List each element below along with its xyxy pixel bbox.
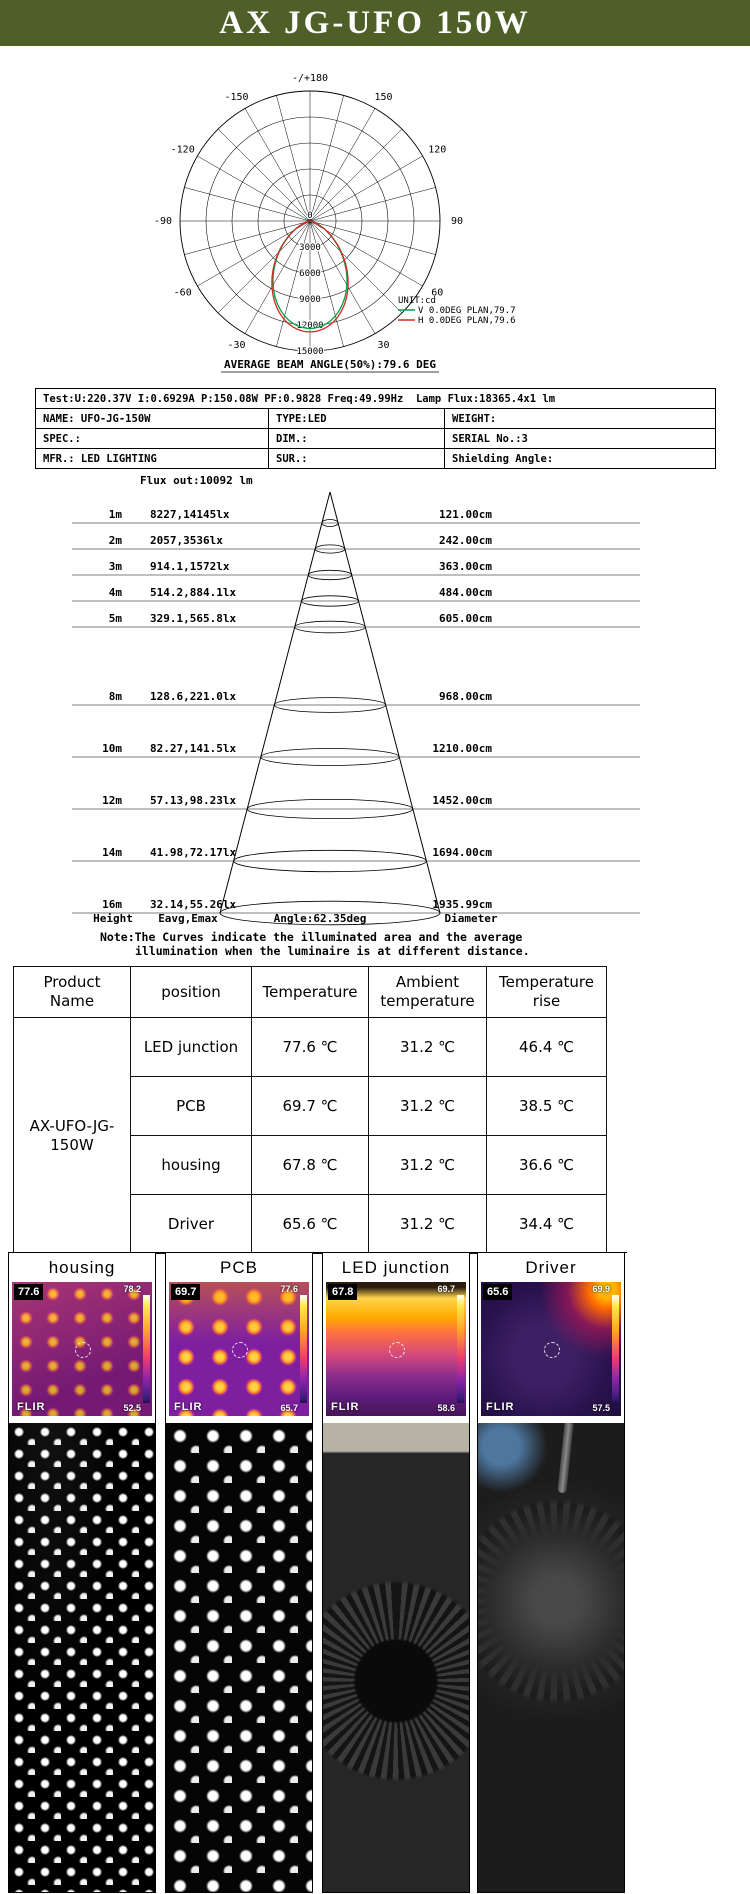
polar-caption: AVERAGE BEAM ANGLE(50%):79.6 DEG: [224, 358, 436, 371]
type-cell: TYPE:LED: [269, 409, 445, 429]
cone-height-value: 16m: [102, 898, 122, 911]
scale-min-temperature: 65.7: [280, 1403, 298, 1413]
cone-height-value: 5m: [108, 612, 122, 625]
polar-angle-tick: -120: [170, 144, 195, 156]
cone-note-line1: Note:The Curves indicate the illuminated area and the average: [100, 930, 523, 944]
thermal-image-led-junction: [326, 1282, 466, 1416]
name-cell: NAME: UFO-JG-150W: [36, 409, 269, 429]
table-row: [14, 1018, 607, 1077]
polar-angle-tick: 30: [377, 339, 390, 351]
position-cell: housing: [131, 1136, 252, 1195]
thermal-scale-bar: [143, 1295, 150, 1403]
thermal-column-label: LED junction: [341, 1257, 451, 1277]
spot-temperature: 65.6: [483, 1284, 512, 1300]
cone-diameter-value: 121.00cm: [439, 508, 492, 521]
product-photo-driver: [478, 1423, 624, 1892]
cone-eavg-emax-value: 128.6,221.0lx: [150, 690, 237, 703]
polar-angle-tick: -30: [227, 339, 246, 351]
scale-max-temperature: 69.7: [437, 1284, 455, 1294]
measurement-spot-marker: [75, 1342, 91, 1358]
spec-cell: SPEC.:: [36, 429, 269, 449]
serial-cell: SERIAL No.:3: [445, 429, 716, 449]
cone-side: [220, 492, 330, 913]
cone-height-value: 2m: [108, 534, 122, 547]
polar-radial-tick: 6000: [299, 269, 321, 279]
polar-angle-tick: 60: [431, 287, 444, 299]
temperature-table: [13, 966, 607, 1254]
product-photo-led-junction: [323, 1423, 469, 1892]
cone-footer-eavg: Eavg,Emax: [158, 912, 218, 925]
flir-logo: FLIR: [17, 1401, 46, 1413]
polar-angle-tick: 150: [374, 92, 393, 104]
cone-diameter-value: 1452.00cm: [432, 794, 492, 807]
ambient-cell: 31.2 ℃: [369, 1136, 487, 1195]
table-header-row: [14, 967, 607, 1018]
test-summary-cell: Test:U:220.37V I:0.6929A P:150.08W PF:0.9828 Freq:49.99Hz Lamp Flux:18365.4x1 lm: [36, 389, 716, 409]
cone-diameter-value: 484.00cm: [439, 586, 492, 599]
product-photo-pcb: [166, 1423, 312, 1892]
position-cell: Driver: [131, 1195, 252, 1254]
thermal-image-pcb: [169, 1282, 309, 1416]
cone-eavg-emax-value: 2057,3536lx: [150, 534, 223, 547]
legend-unit-label: UNIT:cd: [398, 296, 436, 306]
table-row: [36, 429, 716, 449]
weight-cell: WEIGHT:: [445, 409, 716, 429]
product-name-cell: AX-UFO-JG-150W: [14, 1018, 131, 1254]
scale-max-temperature: 69.9: [592, 1284, 610, 1294]
temperature-cell: 69.7 ℃: [252, 1077, 369, 1136]
cone-diameter-value: 1210.00cm: [432, 742, 492, 755]
cone-diameter-value: 242.00cm: [439, 534, 492, 547]
cone-eavg-emax-value: 57.13,98.23lx: [150, 794, 237, 807]
rise-cell: 38.5 ℃: [487, 1077, 607, 1136]
temperature-cell: 65.6 ℃: [252, 1195, 369, 1254]
cone-height-value: 3m: [108, 560, 122, 573]
cone-footer-angle: Angle:62.35deg: [273, 912, 367, 925]
polar-center-tick: 0: [307, 211, 313, 221]
shielding-cell: Shielding Angle:: [445, 449, 716, 469]
thermal-image-driver: [481, 1282, 621, 1416]
cone-eavg-emax-value: 8227,14145lx: [150, 508, 230, 521]
table-row: [36, 409, 716, 429]
scale-min-temperature: 57.5: [592, 1403, 610, 1413]
cone-height-value: 10m: [102, 742, 122, 755]
thermal-column-housing: [8, 1252, 156, 1893]
ambient-cell: 31.2 ℃: [369, 1018, 487, 1077]
cone-eavg-emax-value: 32.14,55.26lx: [150, 898, 237, 911]
thermal-scale-bar: [612, 1295, 619, 1403]
position-cell: PCB: [131, 1077, 252, 1136]
polar-angle-tick: 120: [428, 144, 447, 156]
scale-max-temperature: 77.6: [280, 1284, 298, 1294]
temperature-cell: 67.8 ℃: [252, 1136, 369, 1195]
cone-note-line2: illumination when the luminaire is at different distance.: [135, 944, 530, 958]
cone-footer-diameter: Diameter: [444, 912, 498, 925]
scale-min-temperature: 52.5: [123, 1403, 141, 1413]
mfr-cell: MFR.: LED LIGHTING: [36, 449, 269, 469]
power-cable: [558, 1423, 574, 1494]
cone-footer-height: Height: [93, 912, 133, 925]
flux-out-label: Flux out:10092 lm: [140, 474, 253, 487]
page-title: AX JG-UFO 150W: [0, 0, 750, 46]
cone-eavg-emax-value: 41.98,72.17lx: [150, 846, 237, 859]
measurement-spot-marker: [232, 1342, 248, 1358]
spot-temperature: 77.6: [14, 1284, 43, 1300]
legend-series-label: V 0.0DEG PLAN,79.7: [418, 306, 516, 316]
cone-eavg-emax-value: 329.1,565.8lx: [150, 612, 237, 625]
cone-height-value: 12m: [102, 794, 122, 807]
polar-intensity-chart: [0, 50, 750, 385]
polar-angle-tick: -/+180: [291, 73, 329, 84]
legend-series-label: H 0.0DEG PLAN,79.6: [418, 316, 516, 326]
cone-diameter-value: 968.00cm: [439, 690, 492, 703]
thermal-column-label: Driver: [525, 1257, 577, 1277]
polar-angle-tick: -150: [224, 92, 249, 104]
cone-height-value: 8m: [108, 690, 122, 703]
position-cell: LED junction: [131, 1018, 252, 1077]
cone-height-value: 1m: [108, 508, 122, 521]
thermal-column-label: PCB: [220, 1257, 258, 1277]
test-parameters-table: [35, 388, 716, 469]
table-row: [36, 389, 716, 409]
temperature-cell: 77.6 ℃: [252, 1018, 369, 1077]
cone-height-value: 4m: [108, 586, 122, 599]
header-ambient: Ambient temperature: [369, 967, 487, 1018]
thermal-column-led-junction: [322, 1252, 470, 1893]
rise-cell: 34.4 ℃: [487, 1195, 607, 1254]
cone-eavg-emax-value: 514.2,884.1lx: [150, 586, 237, 599]
thermal-column-driver: [477, 1252, 625, 1893]
spot-temperature: 67.8: [328, 1284, 357, 1300]
polar-radial-tick: 9000: [299, 295, 321, 305]
cone-diameter-value: 1694.00cm: [432, 846, 492, 859]
header-rise: Temperature rise: [487, 967, 607, 1018]
table-row: [36, 449, 716, 469]
polar-angle-tick: 90: [450, 216, 464, 227]
header-position: position: [131, 967, 252, 1018]
cone-diameter-value: 1935.99cm: [432, 898, 492, 911]
thermal-scale-bar: [457, 1295, 464, 1403]
header-temperature: Temperature: [252, 967, 369, 1018]
cone-height-value: 14m: [102, 846, 122, 859]
scale-max-temperature: 78.2: [123, 1284, 141, 1294]
flir-logo: FLIR: [331, 1401, 360, 1413]
polar-radial-tick: 12000: [296, 321, 324, 331]
flir-logo: FLIR: [174, 1401, 203, 1413]
thermal-column-pcb: [165, 1252, 313, 1893]
illumination-cone-chart: [0, 470, 750, 962]
polar-radial-tick: 15000: [296, 347, 324, 357]
cone-eavg-emax-value: 82.27,141.5lx: [150, 742, 237, 755]
product-photo-housing: [9, 1423, 155, 1892]
polar-angle-tick: -90: [153, 216, 173, 227]
cone-side: [330, 492, 440, 913]
measurement-spot-marker: [389, 1342, 405, 1358]
thermal-image-housing: [12, 1282, 152, 1416]
rise-cell: 46.4 ℃: [487, 1018, 607, 1077]
header-product-name: Product Name: [14, 967, 131, 1018]
measurement-spot-marker: [544, 1342, 560, 1358]
dim-cell: DIM.:: [269, 429, 445, 449]
polar-radial-tick: 3000: [299, 243, 321, 253]
cone-diameter-value: 605.00cm: [439, 612, 492, 625]
cone-eavg-emax-value: 914.1,1572lx: [150, 560, 230, 573]
spot-temperature: 69.7: [171, 1284, 200, 1300]
flir-logo: FLIR: [486, 1401, 515, 1413]
scale-min-temperature: 58.6: [437, 1403, 455, 1413]
thermal-column-label: housing: [48, 1257, 116, 1277]
polar-angle-tick: -60: [173, 287, 192, 299]
cone-diameter-value: 363.00cm: [439, 560, 492, 573]
sur-cell: SUR.:: [269, 449, 445, 469]
thermal-scale-bar: [300, 1295, 307, 1403]
ambient-cell: 31.2 ℃: [369, 1195, 487, 1254]
ambient-cell: 31.2 ℃: [369, 1077, 487, 1136]
rise-cell: 36.6 ℃: [487, 1136, 607, 1195]
